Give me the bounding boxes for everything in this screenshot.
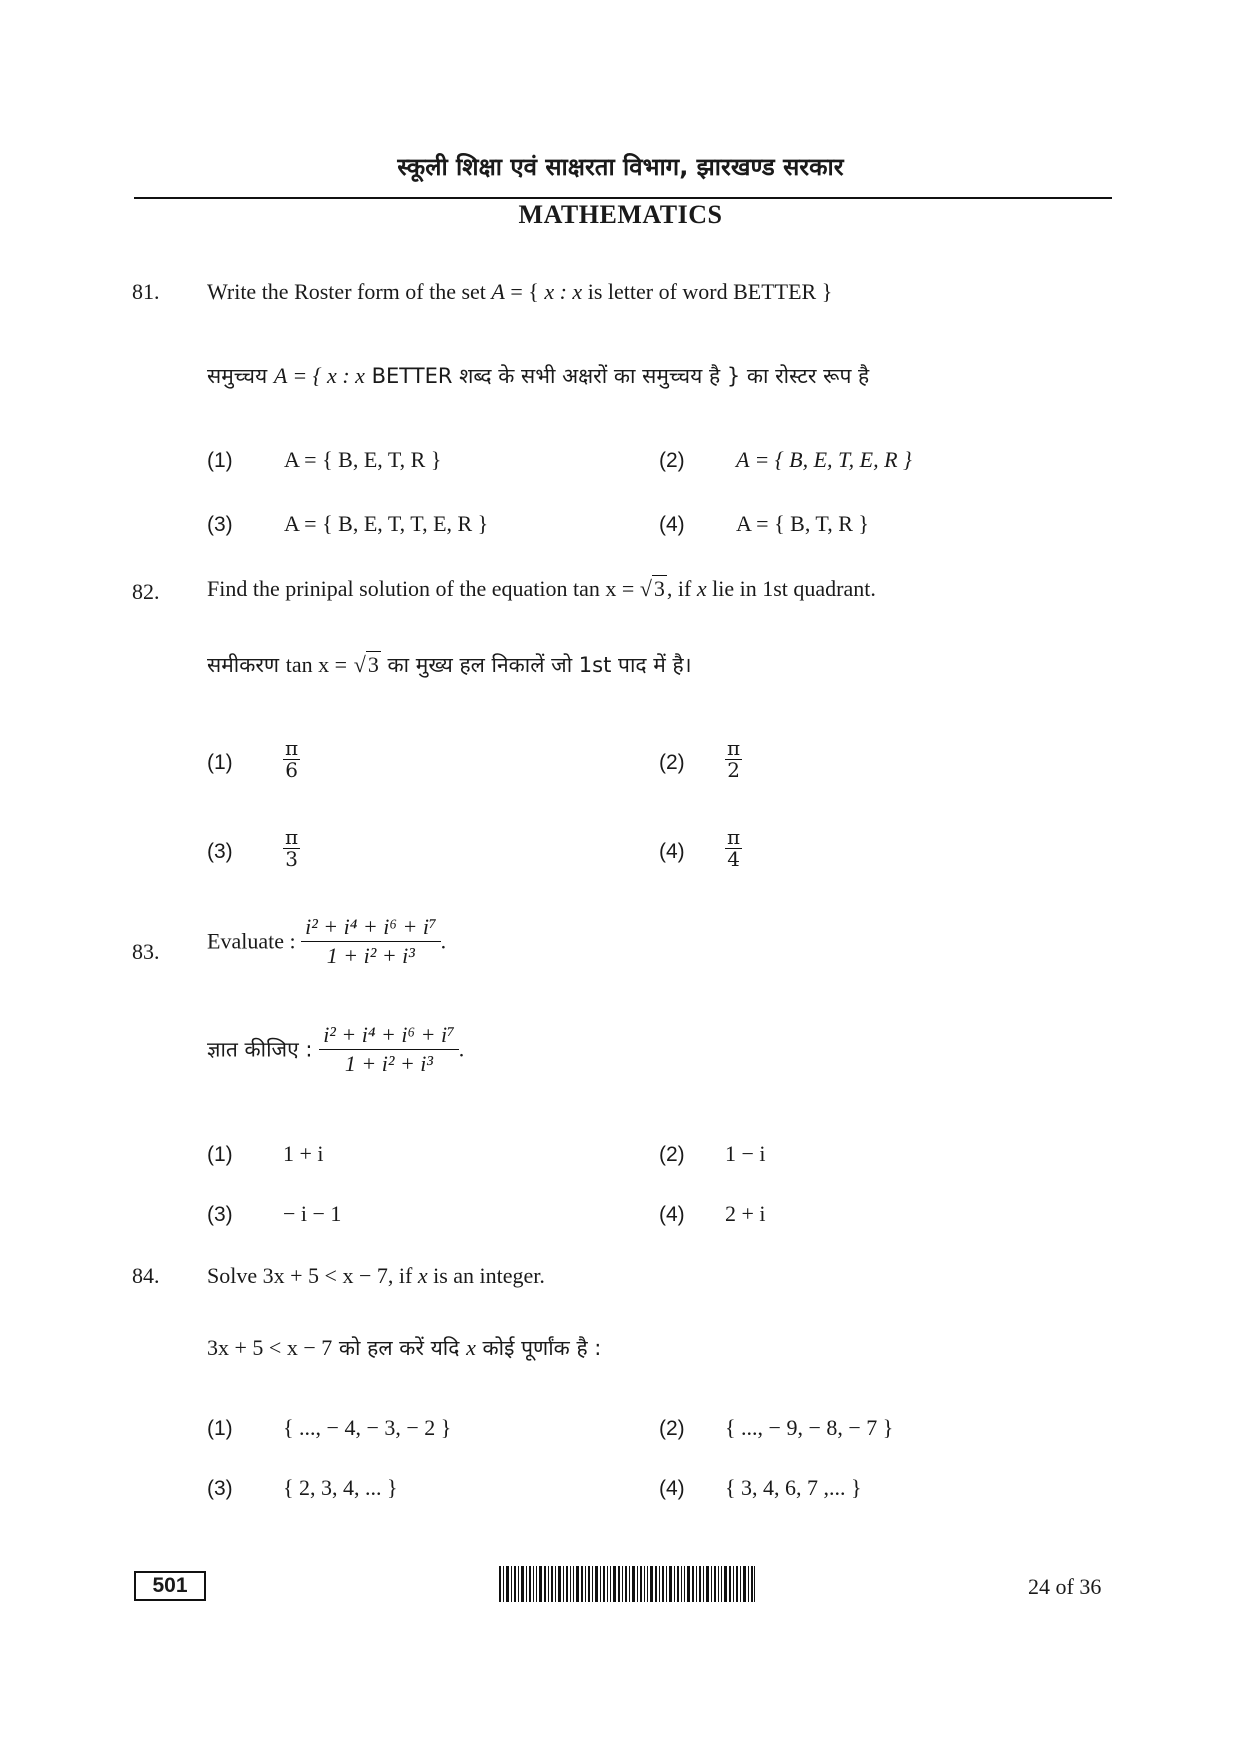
question-number: 81.: [132, 279, 160, 304]
option-value: A = { B, E, T, R }: [284, 447, 442, 472]
question-number: 83.: [132, 939, 160, 964]
option-fraction: π 6: [285, 736, 299, 782]
option-label: (4): [659, 1203, 685, 1226]
option-value: A = { B, T, R }: [736, 511, 869, 536]
question-text-hindi: समुच्चय A = { x : x BETTER शब्द के सभी अक्षरों का समुच्चय है } का रोस्टर रूप है: [207, 363, 870, 388]
option-value: { ..., − 9, − 8, − 7 }: [725, 1415, 894, 1440]
question-text-hindi: ज्ञात कीजिए : $\frac{\text{i² + i⁴ + i⁶ + i⁷}}{\text{1 + i² + i³}}$ .: [207, 1022, 465, 1077]
option-label: (1): [207, 751, 233, 774]
option-label: (4): [659, 840, 685, 863]
option-label: (3): [207, 513, 233, 536]
option-label: (2): [659, 1143, 685, 1166]
option-label: (3): [207, 840, 233, 863]
option-label: (3): [207, 1203, 233, 1226]
department-header: स्कूली शिक्षा एवं साक्षरता विभाग, झारखण्ड सरकार: [397, 153, 844, 181]
barcode-icon: [499, 1566, 755, 1602]
option-value: 1 + i: [283, 1141, 324, 1166]
option-value: − i − 1: [283, 1201, 342, 1226]
question-text-english: Write the Roster form of the set A = { x : x is letter of word BETTER }: [207, 279, 833, 304]
option-value: 1 − i: [725, 1141, 766, 1166]
option-value: 2 + i: [725, 1201, 766, 1226]
option-label: (2): [659, 1417, 685, 1440]
question-text-hindi: समीकरण tan x = √3 का मुख्य हल निकालें जो 1st पाद में है।: [207, 652, 692, 677]
option-label: (1): [207, 1417, 233, 1440]
option-label: (4): [659, 1477, 685, 1500]
square-root-symbol: √3: [639, 576, 665, 601]
paper-code-box: 501: [134, 1571, 206, 1601]
option-value: { ..., − 4, − 3, − 2 }: [283, 1415, 452, 1440]
option-label: (4): [659, 513, 685, 536]
question-number: 82.: [132, 579, 160, 604]
option-value: { 3, 4, 6, 7 ,... }: [725, 1475, 862, 1500]
page-number: 24 of 36: [1028, 1574, 1102, 1599]
header-rule: [134, 197, 1112, 199]
square-root-symbol: √3: [353, 652, 379, 677]
subject-title: MATHEMATICS: [518, 200, 723, 229]
option-label: (2): [659, 449, 685, 472]
question-text-english: Solve 3x + 5 < x − 7, if x is an integer.: [207, 1263, 545, 1288]
question-text-english: Evaluate : $\frac{\text{i² + i⁴ + i⁶ + i⁷}}{\text{1 + i² + i³}}$ .: [207, 914, 447, 969]
option-label: (3): [207, 1477, 233, 1500]
option-label: (2): [659, 751, 685, 774]
question-text-hindi: 3x + 5 < x − 7 को हल करें यदि x कोई पूर्णांक है :: [207, 1335, 602, 1360]
option-fraction: π 4: [727, 825, 741, 871]
fraction: $\frac{\text{i² + i⁴ + i⁶ + i⁷}}{\text{1 + i² + i³}}$: [319, 1023, 459, 1076]
fraction: $\frac{\text{i² + i⁴ + i⁶ + i⁷}}{\text{1 + i² + i³}}$: [301, 915, 441, 968]
question-number: 84.: [132, 1263, 160, 1288]
question-text-english: Find the prinipal solution of the equation tan x = √3, if x lie in 1st quadrant.: [207, 576, 876, 601]
option-value: { 2, 3, 4, ... }: [283, 1475, 398, 1500]
option-label: (1): [207, 1143, 233, 1166]
option-value: A = { B, E, T, T, E, R }: [284, 511, 489, 536]
option-label: (1): [207, 449, 233, 472]
option-value: A = { B, E, T, E, R }: [736, 447, 912, 472]
option-fraction: π 3: [285, 825, 299, 871]
option-fraction: π 2: [727, 736, 741, 782]
